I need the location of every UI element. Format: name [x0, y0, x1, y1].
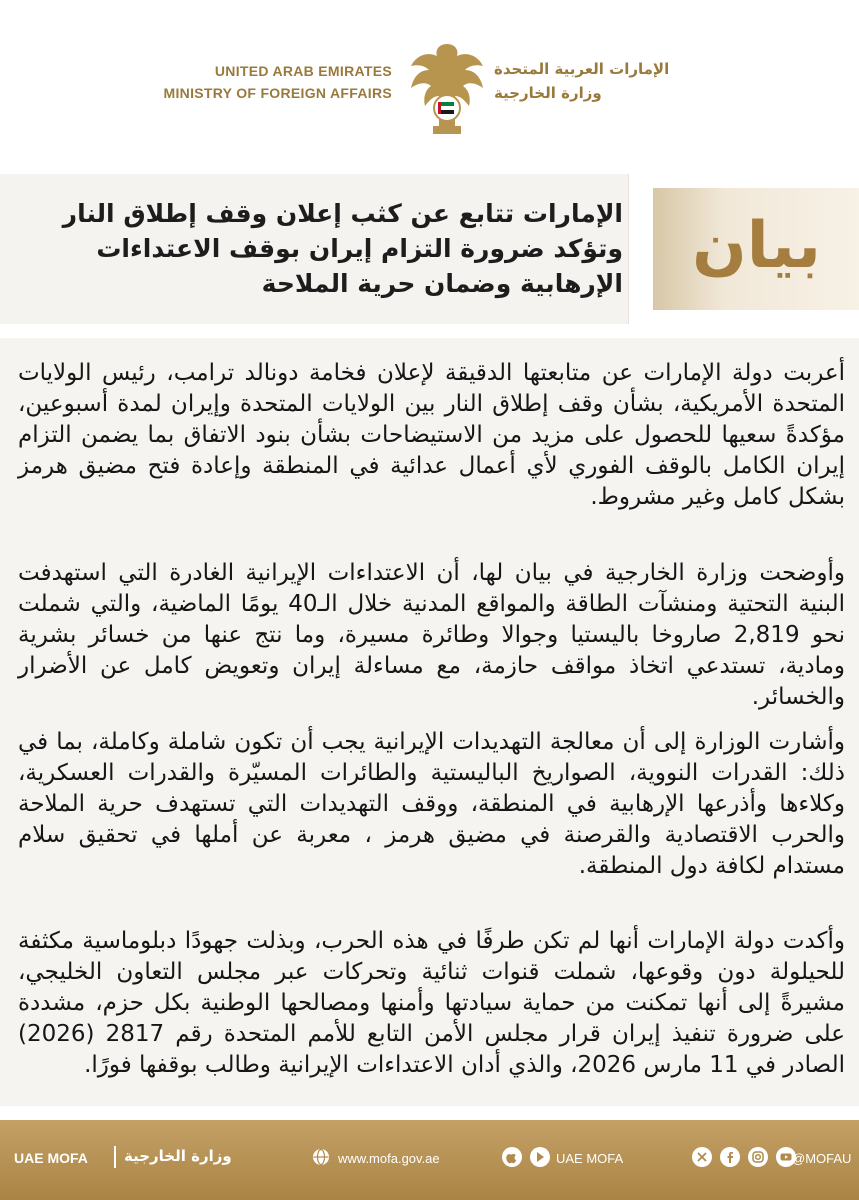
social-handle: @MOFAU — [792, 1151, 852, 1166]
x-icon[interactable] — [692, 1147, 712, 1167]
org-ar-line1: الإمارات العربية المتحدة — [494, 60, 670, 78]
footer-handle-ar: وزارة الخارجية — [124, 1147, 232, 1165]
paragraph: أعربت دولة الإمارات عن متابعتها الدقيقة لإعلان فخامة دونالد ترامب، رئيس الولايات المتحدة الأمريكية، بشأن وقف إطلاق النار بين الولايات المتحدة وإيران لمدة أسبوعين، مؤكدةً سعيها للحصول على مزيد من الاستيضاحات بشأن بنود الاتفاق بما يضمن التزام إيران الكامل بالوقف الفوري لأي أعمال عدائية في المنطقة وإعادة فتح مضيق هرمز بشكل كامل وغير مشروط. — [18, 360, 845, 510]
org-en-line2: MINISTRY OF FOREIGN AFFAIRS — [163, 85, 392, 101]
uae-emblem-icon — [409, 40, 485, 140]
statement-badge — [628, 174, 859, 324]
footer-handle-en: UAE MOFA — [14, 1150, 88, 1166]
title-panel — [0, 174, 859, 324]
social-icons — [692, 1147, 799, 1167]
badge-background — [653, 188, 859, 310]
paragraph: وأشارت الوزارة إلى أن معالجة التهديدات الإيرانية يجب أن تكون شاملة وكاملة، بما في ذلك: القدرات النووية، الصواريخ الباليستية والطائرات المسيّرة والقدرات العسكرية، وكلاءها وأذرعها الإرهابية في المنطقة، ووقف التهديدات التي تستهدف حرية الملاحة والحرب الاقتصادية والقرصنة في مضيق هرمز ، معربة عن أملها في تحقيق سلام مستدام لكافة دول المنطقة. — [18, 729, 845, 879]
paragraph: وأكدت دولة الإمارات أنها لم تكن طرفًا في هذه الحرب، وبذلت جهودًا دبلوماسية مكثفة للحيلولة دون وقوعها، شملت قنوات ثنائية وتحركات عبر مجلس التعاون الخليجي، مشيرةً إلى أنها تمكنت من حماية سيادتها وأمنها ومصالحها الوطنية بكل حزم، مشددة على ضرورة تنفيذ إيران قرار مجلس الأمن التابع للأمم المتحدة رقم 2817 (2026) الصادر في 11 مارس 2026، والذي أدان الاعتداءات الإيرانية وطالب بوقفها فورًا. — [18, 928, 845, 1078]
org-ar-line2: وزارة الخارجية — [494, 84, 602, 102]
app-store-icons — [502, 1147, 553, 1167]
paragraph: وأوضحت وزارة الخارجية في بيان لها، أن الاعتداءات الإيرانية الغادرة التي استهدفت البنية التحتية ومنشآت الطاقة والمواقع المدنية خلال الـ40 يومًا الماضية، والتي شملت نحو 2,819 صاروخا باليستيا وجوالا وطائرة مسيرة، وما نتج عنها من خسائر بشرية ومادية، تستدعي اتخاذ مواقف حازمة، مع مساءلة إيران وتعويض كامل عن الأضرار والخسائر. — [18, 560, 846, 710]
app-label: UAE MOFA — [556, 1151, 624, 1166]
play-store-icon[interactable] — [530, 1147, 550, 1167]
org-name-ar — [494, 57, 756, 105]
badge-label: بيان — [692, 209, 821, 283]
instagram-icon[interactable] — [748, 1147, 768, 1167]
footer — [0, 1120, 859, 1200]
apple-icon[interactable] — [502, 1147, 522, 1167]
statement-title: الإمارات تتابع عن كثب إعلان وقف إطلاق النار وتؤكد ضرورة التزام إيران بوقف الاعتداءات الإرهابية وضمان حرية الملاحة — [62, 199, 623, 298]
org-en-line1: UNITED ARAB EMIRATES — [214, 63, 392, 79]
footer-divider — [114, 1146, 116, 1168]
statement-body — [0, 338, 859, 1106]
globe-icon — [312, 1148, 330, 1166]
facebook-icon[interactable] — [720, 1147, 740, 1167]
header — [0, 0, 859, 176]
website-link[interactable]: www.mofa.gov.ae — [338, 1151, 440, 1166]
org-name-en — [130, 60, 392, 104]
